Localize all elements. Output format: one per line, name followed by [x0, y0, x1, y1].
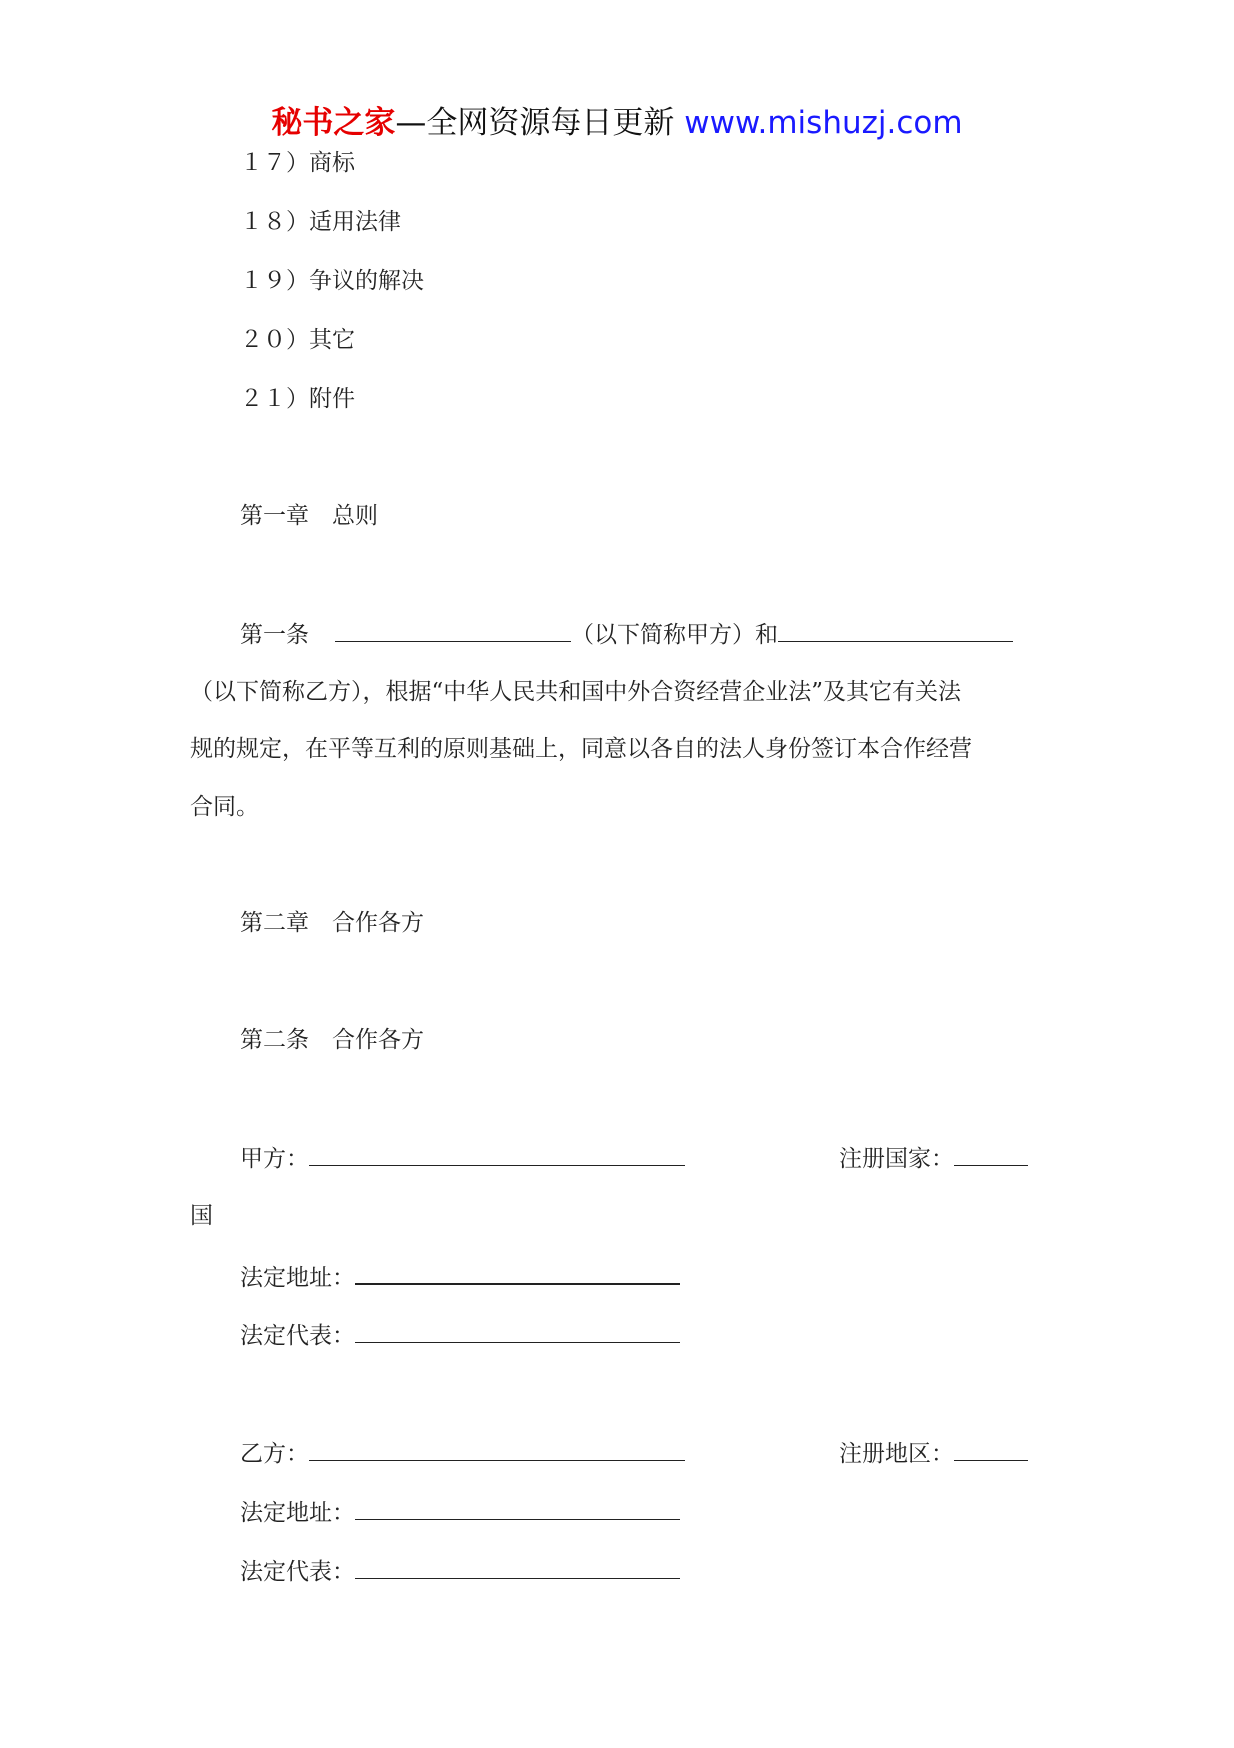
article-2-title: 第二条 合作各方: [240, 1027, 424, 1053]
party-a-address-blank: [355, 1259, 680, 1285]
article-1-abbr-a: （以下简称甲方）和: [571, 622, 778, 648]
party-b-line: [240, 1436, 685, 1470]
party-b-rep-label: 法定代表：: [240, 1559, 355, 1585]
toc-item: １８）适用法律: [240, 209, 401, 235]
chapter-2-title: 第二章 合作各方: [240, 910, 424, 936]
party-a-country-blank: [954, 1141, 1028, 1166]
toc-item: １９）争议的解决: [240, 268, 424, 294]
party-a-country-line: [839, 1141, 1028, 1175]
toc-item: １７）商标: [240, 150, 355, 176]
article-1-line-2: （以下简称乙方），根据“中华人民共和国中外合资经营企业法”及其它有关法: [190, 679, 962, 705]
party-a-rep-blank: [355, 1318, 680, 1343]
party-a-address-line: [240, 1259, 680, 1294]
party-b-label: 乙方：: [240, 1441, 309, 1467]
header-tagline: —全网资源每日更新: [395, 105, 685, 141]
party-a-line: [240, 1141, 685, 1175]
party-a-blank: [309, 1141, 685, 1166]
party-b-rep-blank: [355, 1554, 680, 1579]
party-b-name-blank: [778, 617, 1013, 642]
header-brand: 秘书之家: [271, 105, 396, 141]
article-1-line-3: 规的规定，在平等互利的原则基础上，同意以各自的法人身份签订本合作经营: [190, 736, 972, 762]
party-a-address-label: 法定地址：: [240, 1265, 355, 1291]
party-b-region-blank: [954, 1436, 1028, 1461]
article-1-label: 第一条: [240, 622, 309, 648]
party-b-address-blank: [355, 1495, 680, 1520]
party-b-address-label: 法定地址：: [240, 1500, 355, 1526]
party-a-rep-label: 法定代表：: [240, 1323, 355, 1349]
party-a-rep-line: [240, 1318, 680, 1352]
party-b-region-line: [839, 1436, 1028, 1470]
toc-item: ２１）附件: [240, 386, 355, 412]
party-b-region-label: 注册地区：: [839, 1441, 954, 1467]
site-header: [0, 103, 1234, 143]
party-b-rep-line: [240, 1554, 680, 1588]
article-1-line-4: 合同。: [190, 794, 259, 820]
chapter-1-title: 第一章 总则: [240, 503, 378, 529]
party-a-label: 甲方：: [240, 1146, 309, 1172]
party-b-address-line: [240, 1495, 680, 1529]
toc-item: ２０）其它: [240, 327, 355, 353]
header-url[interactable]: www.mishuzj.com: [684, 105, 963, 141]
party-b-blank: [309, 1436, 685, 1461]
party-a-country-suffix: 国: [190, 1203, 213, 1229]
party-a-country-label: 注册国家：: [839, 1146, 954, 1172]
party-a-name-blank: [335, 617, 571, 642]
article-1-line-1: [240, 617, 1013, 651]
